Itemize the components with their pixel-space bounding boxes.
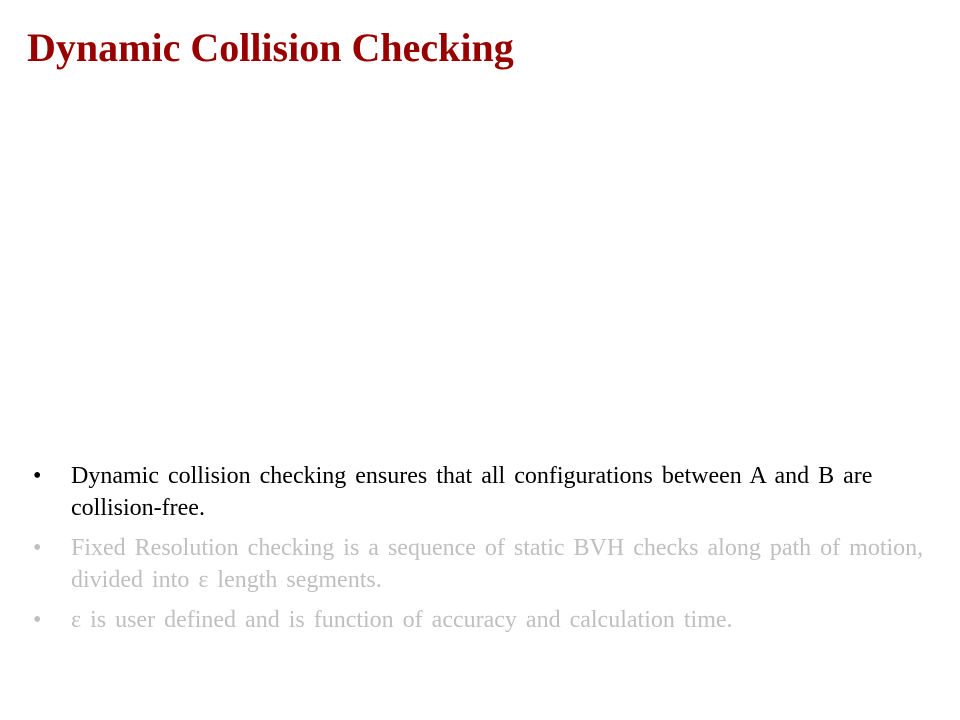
bullet-icon: • [33, 607, 42, 633]
bullet-text-2: Fixed Resolution checking is a sequence of static BVH checks along path of motion, divided into ε length segments. [71, 535, 924, 593]
bullet-list [30, 460, 930, 644]
bullet-item-3 [30, 604, 930, 636]
bullet-icon: • [33, 463, 42, 489]
bullet-item-2 [30, 532, 930, 596]
slide-title: Dynamic Collision Checking [27, 25, 514, 70]
bullet-text-1: Dynamic collision checking ensures that all configurations between A and B are collision-free. [71, 463, 873, 521]
bullet-text-3: ε is user defined and is function of accuracy and calculation time. [71, 607, 733, 633]
bullet-item-1 [30, 460, 930, 524]
bullet-icon: • [33, 535, 42, 561]
